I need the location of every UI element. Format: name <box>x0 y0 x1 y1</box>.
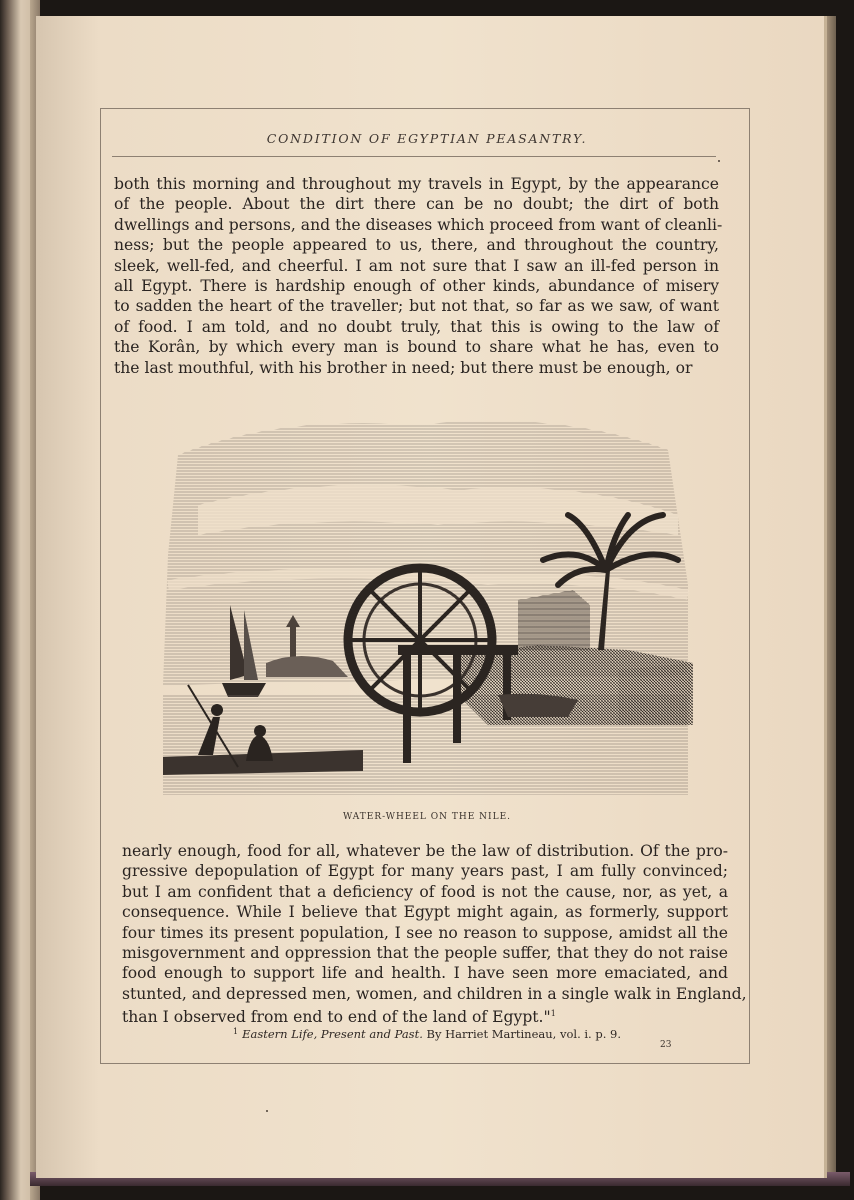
text-line: sleek, well-fed, and cheerful. I am not sure that I saw an ill-fed person in <box>114 256 719 275</box>
footnote-reference: 1 <box>550 1009 556 1019</box>
text-line: but I am confident that a deficiency of food is not the cause, nor, as yet, a <box>122 882 728 901</box>
text-line: of the people. About the dirt there can be no doubt; the dirt of both <box>114 195 719 214</box>
text-line: stunted, and depressed men, women, and children in a single walk in England, <box>122 984 747 1003</box>
text-line: consequence. While I believe that Egypt might again, as formerly, support <box>122 903 728 922</box>
water-wheel-illustration <box>158 395 694 803</box>
footnote-marker: 1 <box>232 1027 239 1036</box>
text-line: food enough to support life and health. I have seen more emaciated, and <box>122 964 728 983</box>
footnote <box>0 1027 854 1041</box>
footnote-title: Eastern Life, Present and Past. <box>242 1027 423 1041</box>
printing-speck <box>266 1110 268 1112</box>
text-line: the last mouthful, with his brother in need; but there must be enough, or <box>114 358 693 377</box>
footnote-citation: By Harriet Martineau, vol. i. p. 9. <box>426 1027 622 1041</box>
text-line: both this morning and throughout my travels in Egypt, by the appearance <box>114 175 719 193</box>
text-line: nearly enough, food for all, whatever be the law of distribution. Of the pro- <box>122 842 728 860</box>
printing-speck <box>718 160 720 162</box>
text-line: gressive depopulation of Egypt for many years past, I am fully convinced; <box>122 862 728 881</box>
text-line: four times its present population, I see no reason to suppose, amidst all the <box>122 923 728 942</box>
page-number: 23 <box>660 1040 672 1050</box>
paragraph-bottom <box>122 841 747 1028</box>
text-line: the Korân, by which every man is bound to share what he has, even to <box>114 338 719 357</box>
illustration-caption: WATER-WHEEL ON THE NILE. <box>342 812 512 822</box>
running-head: CONDITION OF EGYPTIAN PEASANTRY. <box>266 131 588 146</box>
text-line: dwellings and persons, and the diseases which proceed from want of cleanli- <box>114 215 723 234</box>
text-line: ness; but the people appeared to us, there, and throughout the country, <box>114 236 719 255</box>
text-line: misgovernment and oppression that the people suffer, that they do not raise <box>122 944 728 963</box>
paragraph-top <box>114 174 723 378</box>
text-line: of food. I am told, and no doubt truly, that this is owing to the law of <box>114 317 719 336</box>
text-line: to sadden the heart of the traveller; but not that, so far as we saw, of want <box>114 297 719 316</box>
header-rule <box>112 156 716 157</box>
text-line: than I observed from end to end of the land of Egypt."$^1$ <box>122 1008 556 1027</box>
text-line: all Egypt. There is hardship enough of other kinds, abundance of misery <box>114 277 719 296</box>
